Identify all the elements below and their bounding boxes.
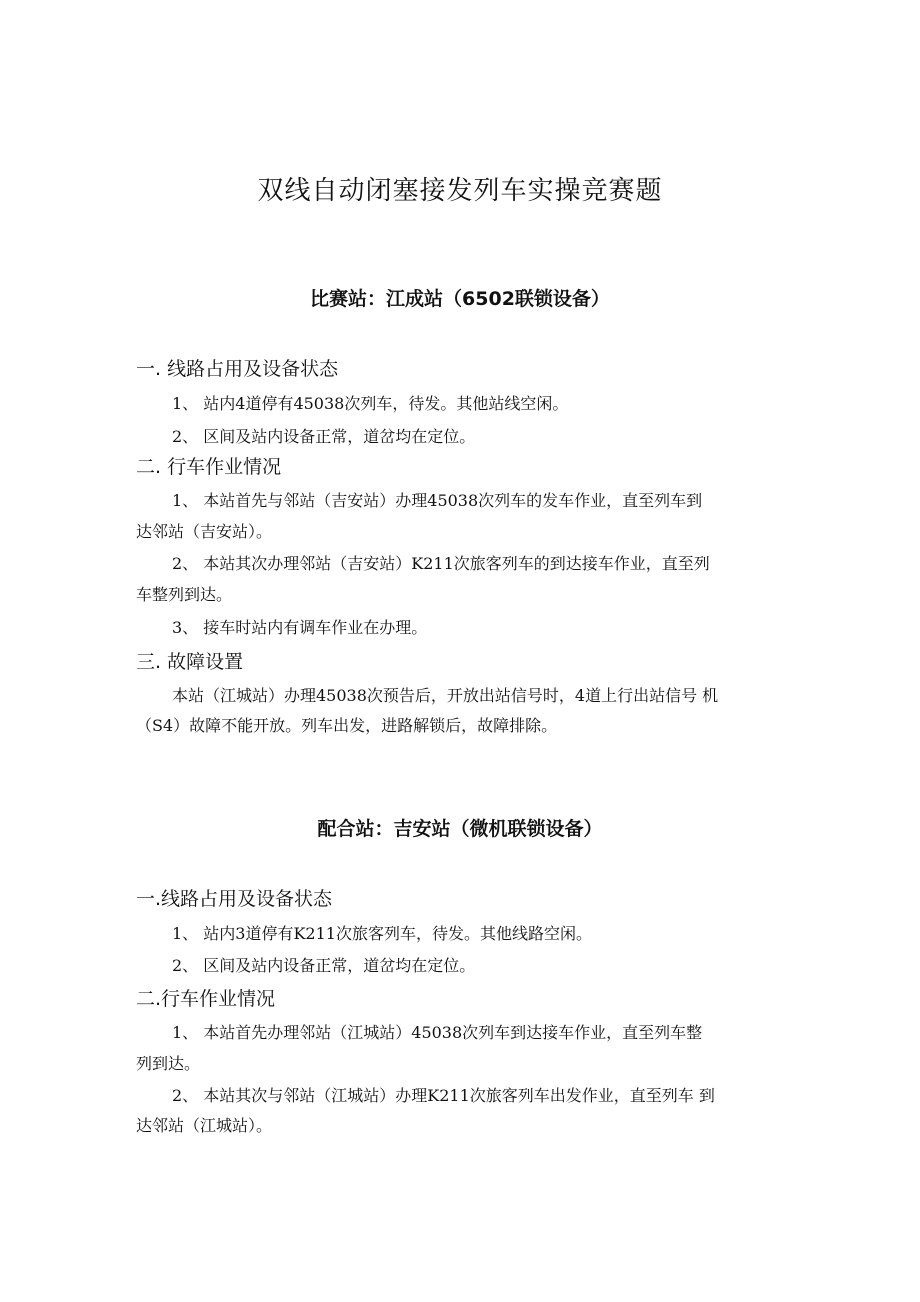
contest-sec2-item-2-line-1: 2、 本站其次办理邻站（吉安站）K211次旅客列车的到达接车作业，直至列 xyxy=(172,554,710,573)
contest-sec1-item-2: 2、 区间及站内设备正常，道岔均在定位。 xyxy=(172,427,476,446)
partner-section-1-heading: 一.线路占用及设备状态 xyxy=(136,888,333,910)
contest-station-heading: 比赛站：江成站（6502联锁设备） xyxy=(310,288,610,310)
contest-section-3-heading: 三. 故障设置 xyxy=(136,651,244,673)
contest-section-1-heading: 一. 线路占用及设备状态 xyxy=(136,358,339,380)
contest-sec3-line-1: 本站（江城站）办理45038次预告后，开放出站信号时，4道上行出站信号 机 xyxy=(172,686,719,705)
partner-sec1-item-1: 1、 站内3道停有K211次旅客列车，待发。其他线路空闲。 xyxy=(172,924,592,943)
contest-section-2-heading: 二. 行车作业情况 xyxy=(136,456,282,478)
contest-sec2-item-3: 3、 接车时站内有调车作业在办理。 xyxy=(172,618,428,637)
partner-sec2-item-1-line-2: 列到达。 xyxy=(136,1054,201,1073)
contest-sec1-item-1: 1、 站内4道停有45038次列车，待发。其他站线空闲。 xyxy=(172,394,569,413)
partner-sec2-item-1-line-1: 1、 本站首先办理邻站（江城站）45038次列车到达接车作业，直至列车整 xyxy=(172,1023,703,1042)
partner-sec2-item-2-line-1: 2、 本站其次与邻站（江城站）办理K211次旅客列车出发作业，直至列车 到 xyxy=(172,1086,715,1105)
contest-sec2-item-2-line-2: 车整列到达。 xyxy=(136,585,233,604)
contest-sec2-item-1-line-2: 达邻站（吉安站）。 xyxy=(136,522,273,541)
page-title: 双线自动闭塞接发列车实操竞赛题 xyxy=(257,176,663,206)
partner-section-2-heading: 二.行车作业情况 xyxy=(136,988,276,1010)
partner-station-heading: 配合站：吉安站（微机联锁设备） xyxy=(317,818,603,840)
contest-sec3-line-2: （S4）故障不能开放。列车出发，进路解锁后，故障排除。 xyxy=(136,716,558,735)
partner-sec1-item-2: 2、 区间及站内设备正常，道岔均在定位。 xyxy=(172,956,476,975)
contest-sec2-item-1-line-1: 1、 本站首先与邻站（吉安站）办理45038次列车的发车作业，直至列车到 xyxy=(172,491,703,510)
partner-sec2-item-2-line-2: 达邻站（江城站）。 xyxy=(136,1116,273,1135)
